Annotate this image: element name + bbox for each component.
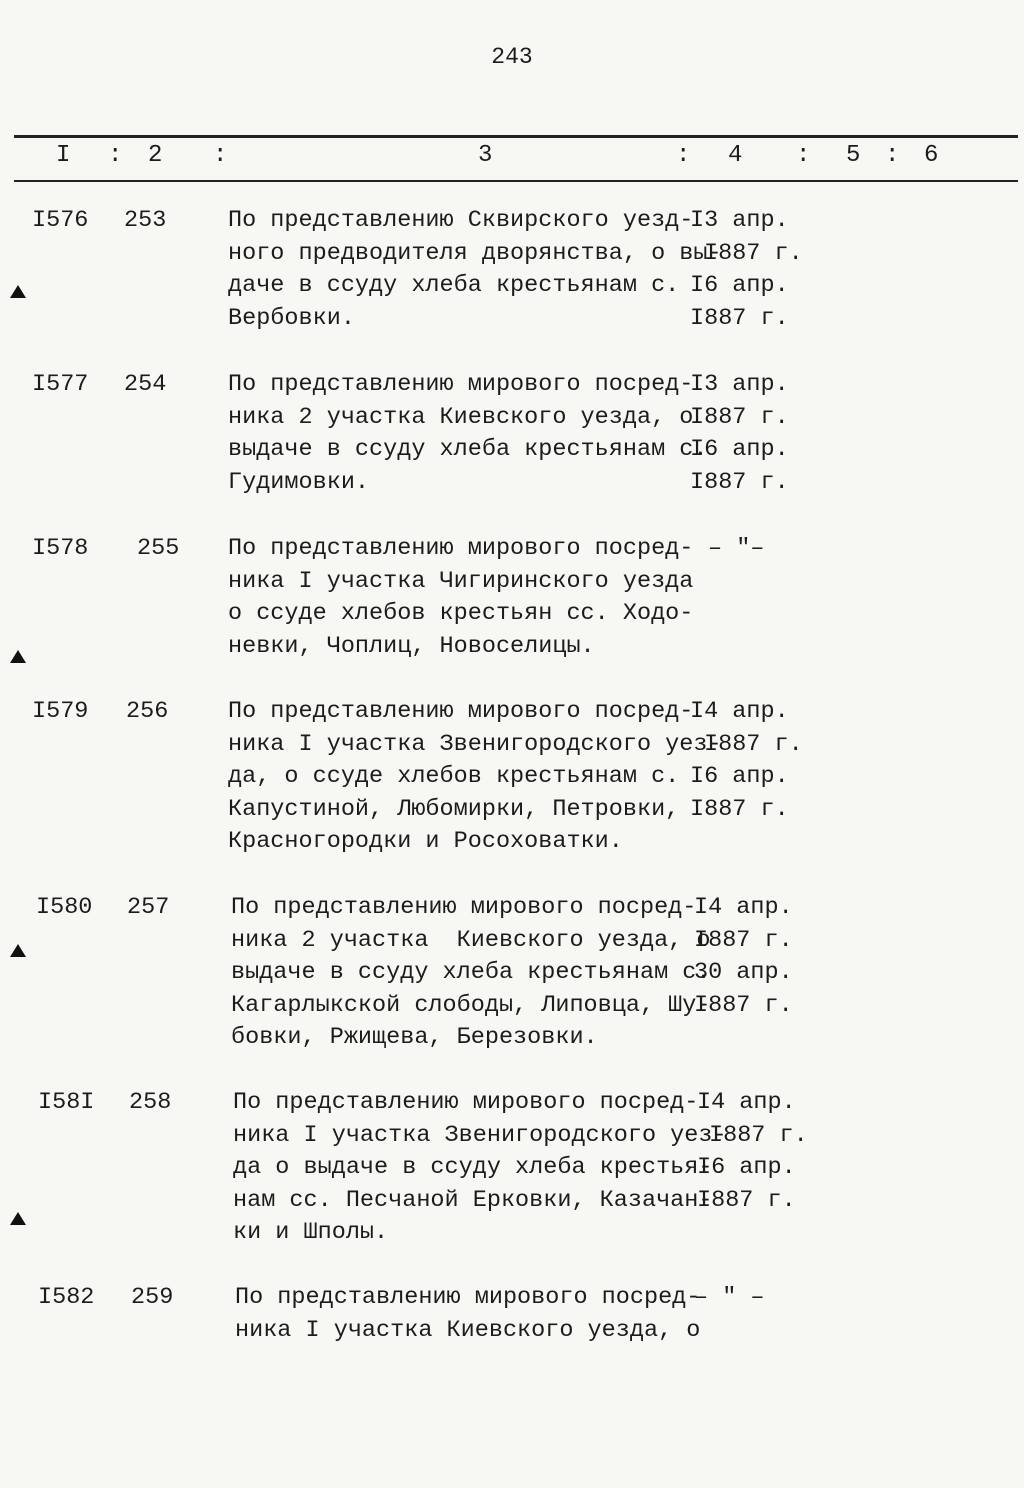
entry-description xyxy=(228,696,722,859)
description-line: ника I участка Звенигородского уез- xyxy=(233,1121,727,1149)
date-line: I4 апр. xyxy=(697,1089,796,1116)
header-separator: : xyxy=(796,142,811,169)
description-line: ника I участка Киевского уезда, о xyxy=(235,1316,701,1344)
date-line: I3 апр. xyxy=(690,207,789,234)
entry-dates xyxy=(694,892,824,1022)
entry-dates xyxy=(697,1087,827,1217)
description-line: Красногородки и Росоховатки. xyxy=(228,828,623,855)
entry-number: I577 xyxy=(32,371,89,398)
date-line: 30 апр. xyxy=(694,959,793,986)
case-number: 254 xyxy=(124,371,167,398)
date-line: I6 апр. xyxy=(690,436,789,463)
header-separator: : xyxy=(108,142,123,169)
entry-description xyxy=(231,892,711,1055)
date-line: I6 апр. xyxy=(697,1154,796,1181)
description-line: Гудимовки. xyxy=(228,468,370,496)
description-line: По представлению мирового посред- xyxy=(228,535,694,562)
description-line: о ссуде хлебов крестьян сс. Ходо- xyxy=(228,600,694,627)
description-line: бовки, Ржищева, Березовки. xyxy=(231,1024,598,1051)
header-separator: : xyxy=(885,142,900,169)
description-line: ки и Шполы. xyxy=(233,1219,389,1246)
header-col-6: 6 xyxy=(924,142,939,169)
header-separator: : xyxy=(213,142,228,169)
date-line: I887 г. xyxy=(709,1121,808,1149)
entry-dates xyxy=(690,205,820,335)
header-separator: : xyxy=(676,142,691,169)
description-line: По представлению Сквирского уезд- xyxy=(228,207,694,234)
description-line: Кагарлыкской слободы, Липовца, Шу- xyxy=(231,991,711,1019)
entry-dates xyxy=(690,1282,820,1315)
header-col-2: 2 xyxy=(148,142,163,169)
header-col-1: I xyxy=(56,142,71,169)
case-number: 258 xyxy=(129,1089,172,1116)
description-line: ника I участка Чигиринского уезда xyxy=(228,567,694,595)
description-line: даче в ссуду хлеба крестьянам с. xyxy=(228,272,680,299)
description-line: невки, Чоплиц, Новоселицы. xyxy=(228,632,595,660)
date-line: I4 апр. xyxy=(694,894,793,921)
description-line: да о выдаче в ссуду хлеба крестья- xyxy=(233,1154,713,1181)
entry-description xyxy=(235,1282,705,1347)
description-line: ного предводителя дворянства, о вы- xyxy=(228,239,722,267)
description-line: ника 2 участка Киевского уезда, о xyxy=(228,403,694,431)
entry-dates xyxy=(690,369,820,499)
entry-dates xyxy=(690,696,820,826)
description-line: Вербовки. xyxy=(228,304,355,332)
date-line: I887 г. xyxy=(694,991,793,1019)
margin-mark xyxy=(10,285,26,298)
header-col-5: 5 xyxy=(846,142,861,169)
header-col-4: 4 xyxy=(728,142,743,169)
date-line: I887 г. xyxy=(694,926,793,954)
entry-description xyxy=(228,369,708,499)
date-line: I3 апр. xyxy=(690,371,789,398)
description-line: Капустиной, Любомирки, Петровки, xyxy=(228,795,680,823)
margin-mark xyxy=(10,944,26,957)
case-number: 253 xyxy=(124,207,167,234)
date-line: I6 апр. xyxy=(690,272,789,299)
case-number: 257 xyxy=(127,894,170,921)
entry-dates xyxy=(690,533,820,566)
ditto-mark: – "– xyxy=(708,535,765,562)
date-line: I887 г. xyxy=(690,403,789,431)
entry-description xyxy=(228,533,698,663)
date-line: I887 г. xyxy=(690,795,789,823)
entry-number: I58I xyxy=(38,1089,95,1116)
date-line: I887 г. xyxy=(690,468,789,496)
date-line: I887 г. xyxy=(704,239,803,267)
margin-mark xyxy=(10,1212,26,1225)
entry-number: I578 xyxy=(32,535,89,562)
margin-mark xyxy=(10,650,26,663)
description-line: По представлению мирового посред- xyxy=(233,1089,699,1116)
date-line: I887 г. xyxy=(690,304,789,332)
entry-number: I580 xyxy=(36,894,93,921)
page-number: 243 xyxy=(491,44,533,70)
case-number: 255 xyxy=(137,535,180,562)
description-line: По представлению мирового посред- xyxy=(235,1284,701,1311)
header-col-3: 3 xyxy=(478,142,493,169)
description-line: да, о ссуде хлебов крестьянам с. xyxy=(228,763,680,790)
case-number: 259 xyxy=(131,1284,174,1311)
date-line: I4 апр. xyxy=(690,698,789,725)
date-line: I887 г. xyxy=(704,730,803,758)
entry-number: I579 xyxy=(32,698,89,725)
description-line: По представлению мирового посред- xyxy=(228,371,694,398)
date-line: I887 г. xyxy=(697,1186,796,1214)
description-line: По представлению мирового посред- xyxy=(228,698,694,725)
description-line: По представлению мирового посред- xyxy=(231,894,697,921)
description-line: выдаче в ссуду хлеба крестьянам с. xyxy=(231,959,711,986)
entry-description xyxy=(228,205,722,335)
case-number: 256 xyxy=(126,698,169,725)
entry-number: I576 xyxy=(32,207,89,234)
table-header-rule xyxy=(14,180,1018,182)
table-top-rule xyxy=(14,135,1018,138)
description-line: ника 2 участка Киевского уезда, о xyxy=(231,926,711,954)
entry-number: I582 xyxy=(38,1284,95,1311)
description-line: выдаче в ссуду хлеба крестьянам с. xyxy=(228,436,708,463)
description-line: ника I участка Звенигородского уез- xyxy=(228,730,722,758)
date-line: I6 апр. xyxy=(690,763,789,790)
description-line: нам сс. Песчаной Ерковки, Казачан- xyxy=(233,1186,713,1214)
ditto-mark: – " – xyxy=(694,1284,765,1311)
entry-description xyxy=(233,1087,727,1250)
